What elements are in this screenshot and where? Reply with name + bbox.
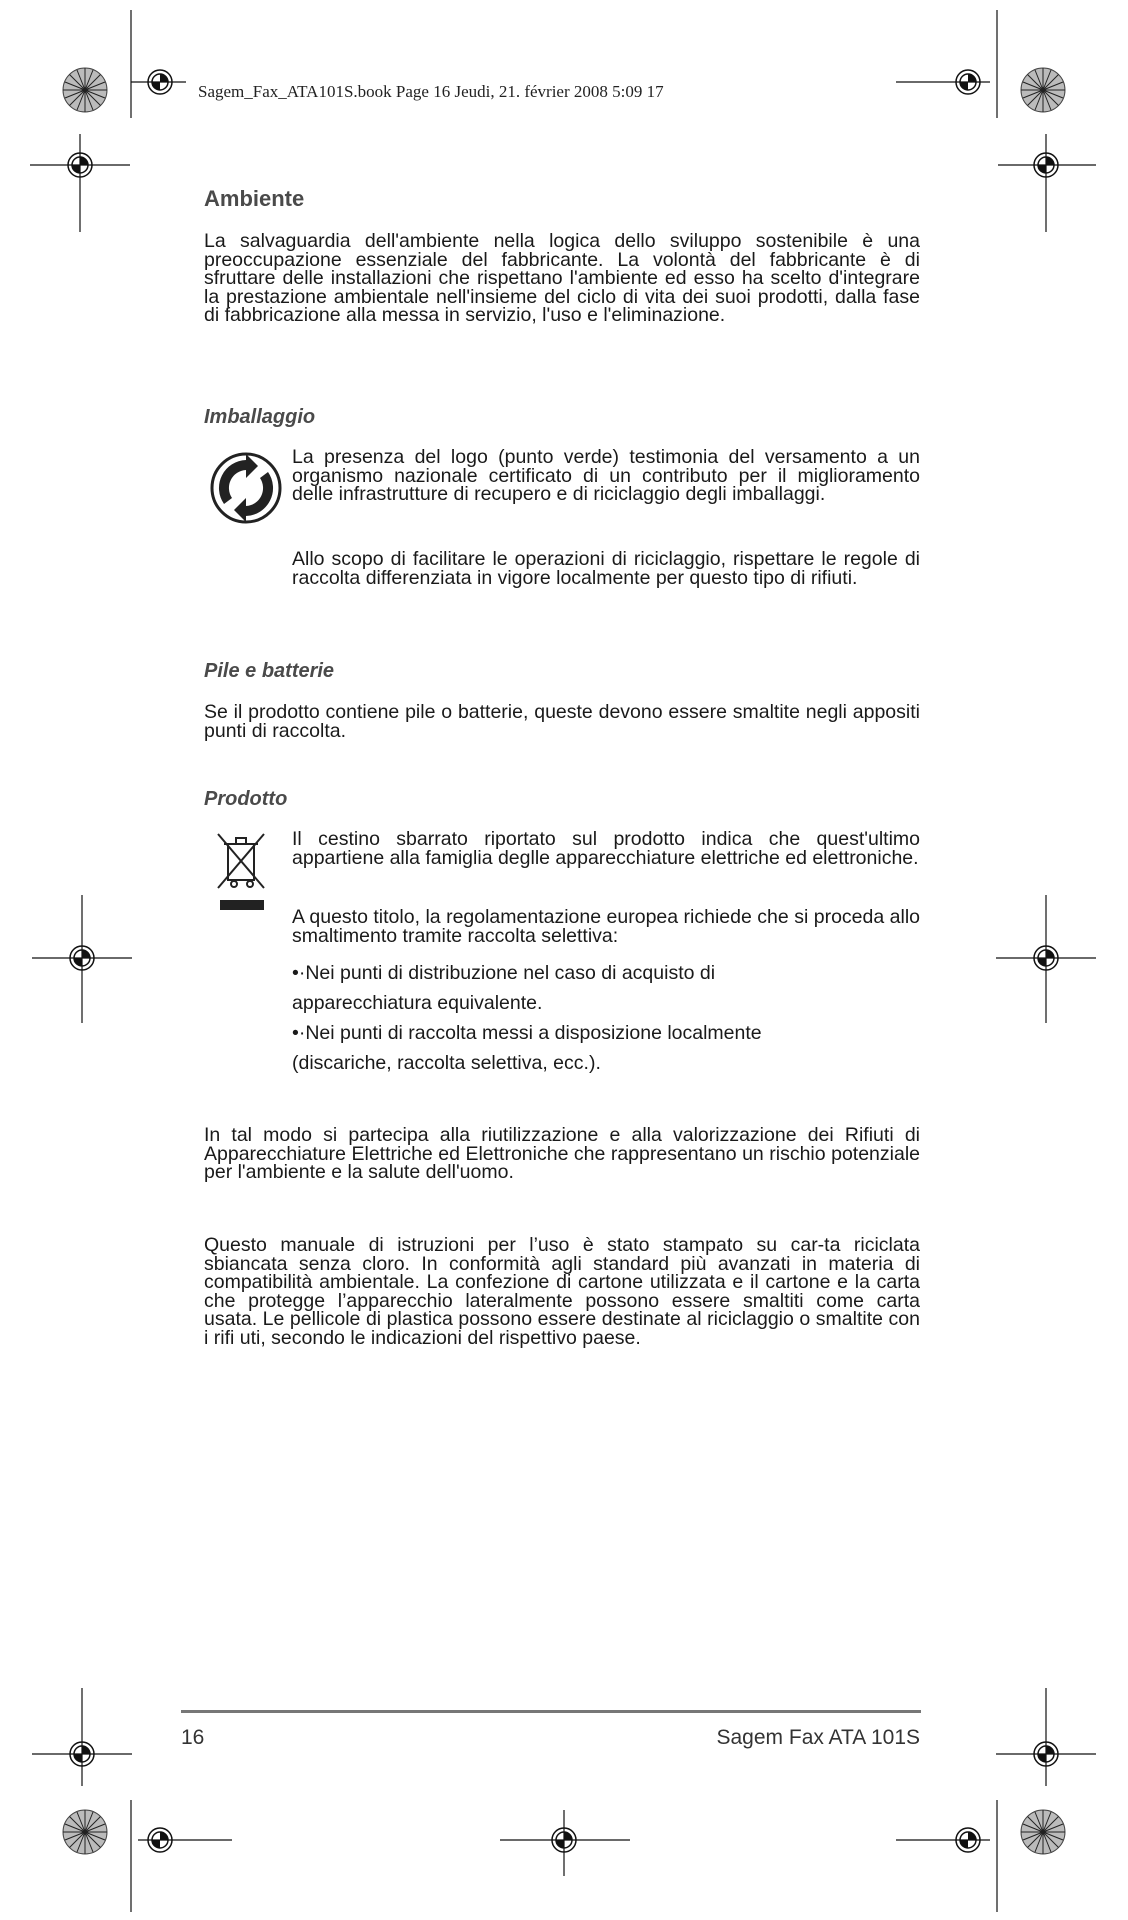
registration-mark-icon (956, 70, 980, 94)
section-title-ambiente: Ambiente (204, 186, 305, 211)
registration-mark-icon (148, 70, 172, 94)
registration-mark-icon (148, 1828, 172, 1852)
paragraph-prodotto-2: A questo titolo, la regolamentazione europea richiede che si proceda allo smaltimento tramite raccolta selettiva: (292, 906, 920, 947)
color-bar-wheel-icon (1021, 1810, 1065, 1854)
registration-mark-icon (552, 1828, 576, 1852)
color-bar-wheel-icon (63, 68, 107, 112)
paragraph-pile: Se il prodotto contiene pile o batterie, queste devono essere smaltite negli appositi punti di raccolta. (204, 701, 920, 742)
weee-crossed-bin-icon (214, 830, 272, 912)
registration-mark-icon (956, 1828, 980, 1852)
color-bar-wheel-icon (63, 1810, 107, 1854)
paragraph-manuale: Questo manuale di istruzioni per l’uso è stato stampato su car-ta riciclata sbiancata senza cloro. In conformità agli standard più avanzati in materia di compatibilità ambientale. La confezione di cartone utilizzata e il cartone e la carta che protegge l’apparecchio lateralmente possono essere smaltiti come carta usata. Le pellicole di plastica possono essere destinate al riciclaggio o smaltite con i rifi uti, secondo le indicazioni del rispettivo paese. (204, 1234, 920, 1349)
registration-mark-icon (1034, 153, 1058, 177)
section-title-pile: Pile e batterie (204, 660, 335, 682)
section-title-imballaggio: Imballaggio (204, 406, 316, 428)
page-number: 16 (181, 1726, 205, 1749)
paragraph-imballaggio-2: Allo scopo di facilitare le operazioni di riciclaggio, rispettare le regole di raccolta differenziata in vigore localmente per questo tipo di rifiuti. (292, 548, 920, 589)
paragraph-raee: In tal modo si partecipa alla riutilizzazione e alla valorizzazione dei Rifiuti di Apparecchiature Elettriche ed Elettroniche che rappresentano un rischio potenziale per l'ambiente e la salute dell'uomo. (204, 1124, 920, 1183)
registration-mark-icon (68, 153, 92, 177)
registration-mark-icon (70, 1742, 94, 1766)
paragraph-imballaggio-1: La presenza del logo (punto verde) testimonia del versamento a un organismo nazionale certificato di un contributo per il miglioramento delle infrastrutture di recupero e di riciclaggio degli imballaggi. (292, 446, 920, 505)
green-dot-icon (208, 450, 284, 526)
book-header: Sagem_Fax_ATA101S.book Page 16 Jeudi, 21. février 2008 5:09 17 (198, 82, 664, 101)
footer-product-title: Sagem Fax ATA 101S (716, 1726, 920, 1749)
paragraph-prodotto-1: Il cestino sbarrato riportato sul prodotto indica che quest'ultimo appartiene alla famiglia deglle apparecchiature elettriche ed elettroniche. (292, 828, 920, 869)
color-bar-wheel-icon (1021, 68, 1065, 112)
bullet-distribuzione: •·Nei punti di distribuzione nel caso di acquisto di apparecchiatura equivalente. (292, 962, 716, 1014)
footer-rule (181, 1710, 921, 1713)
section-title-prodotto: Prodotto (204, 788, 288, 810)
registration-mark-icon (1034, 1742, 1058, 1766)
registration-mark-icon (1034, 946, 1058, 970)
bullet-raccolta: •·Nei punti di raccolta messi a disposizione localmente (discariche, raccolta selettiva, ecc.). (292, 1022, 762, 1074)
registration-mark-icon (70, 946, 94, 970)
paragraph-ambiente: La salvaguardia dell'ambiente nella logica dello sviluppo sostenibile è una preoccupazione essenziale del fabbricante. La volontà del fabbricante è di sfruttare delle installazioni che rispettano l'ambiente ed esso ha scelto d'integrare la prestazione ambientale nell'insieme del ciclo di vita dei suoi prodotti, dalla fase di fabbricazione alla messa in servizio, l'uso e l'eliminazione. (204, 230, 920, 326)
